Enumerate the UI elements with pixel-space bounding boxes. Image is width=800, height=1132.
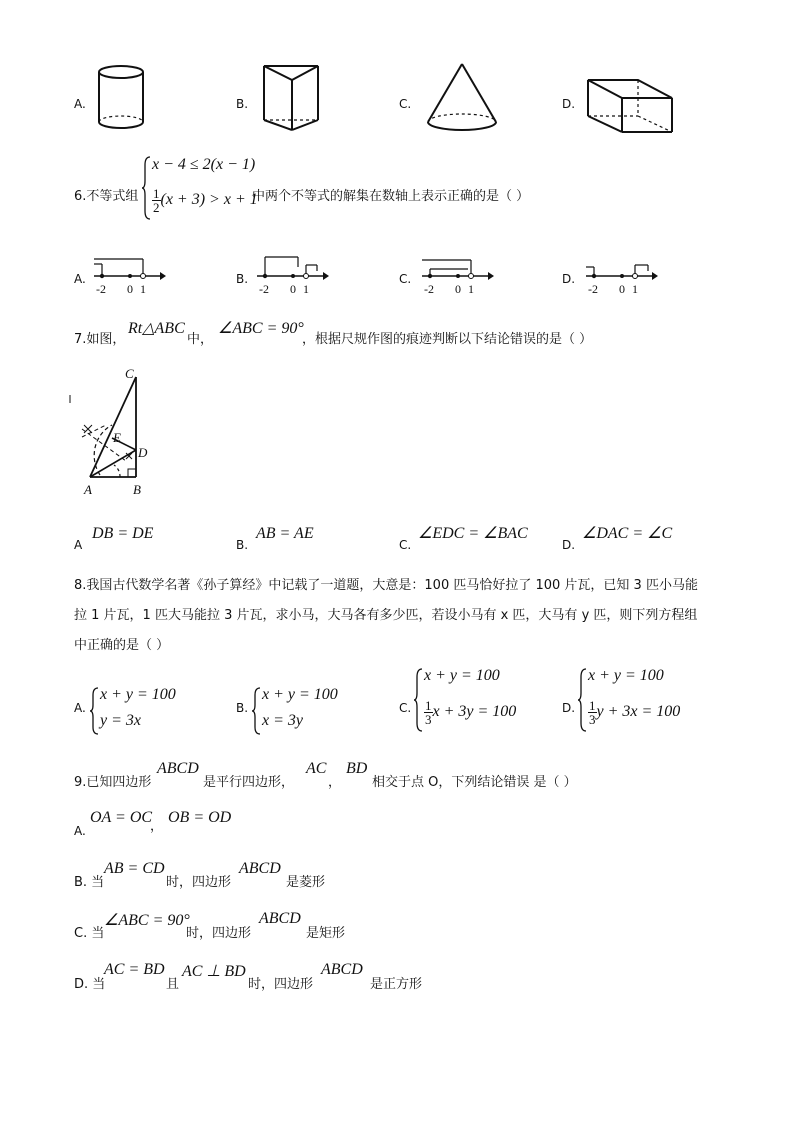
q8-c-eq2: x + 3y = 100 [432, 703, 517, 721]
q8-a-eq2: y = 3x [100, 712, 141, 729]
rectangular-box-figure [586, 70, 674, 134]
q7-option-c-expr: ∠EDC = ∠BAC [418, 525, 528, 542]
q7-option-b-label: B. [236, 538, 249, 552]
q9-d-text1: 时，四边形 [248, 977, 314, 992]
q9-c-text1: 时，四边形 [186, 926, 252, 941]
q9-bd: BD [346, 760, 368, 777]
q6-a-tick-1: 1 [140, 282, 146, 296]
q9-c-text2: 是矩形 [306, 926, 346, 941]
q8-option-b-label: B. [236, 701, 249, 715]
q7-question-text: ，根据尺规作图的痕迹判断以下结论错误的是（ ） [302, 332, 593, 347]
left-brace-icon [142, 155, 152, 221]
q8-option-c-label: C. [399, 701, 412, 715]
q6-d-tick-minus2: -2 [588, 282, 598, 296]
q9-comma: ， [328, 775, 342, 790]
cylinder-figure [96, 64, 148, 134]
q6-d-tick-1: 1 [632, 282, 638, 296]
q7-prefix: 7.如图， [74, 332, 126, 347]
cone-figure [424, 62, 500, 134]
option-d-label: D. [562, 97, 576, 111]
q6-c-tick-0: 0 [455, 282, 461, 296]
q7-option-a-label: A [74, 538, 83, 552]
q8-option-a-system [90, 686, 200, 738]
q8-a-eq1: x + y = 100 [100, 686, 176, 703]
left-brace-icon [252, 686, 262, 736]
q6-c-tick-1: 1 [468, 282, 474, 296]
q6-d-tick-0: 0 [619, 282, 625, 296]
q6-option-d-label: D. [562, 272, 576, 286]
q8-option-b-system [252, 686, 362, 738]
q9-d-expr1: AC = BD [104, 961, 165, 978]
option-c-label: C. [399, 97, 412, 111]
q7-angle: ∠ABC = 90° [218, 320, 304, 337]
q6-c-tick-minus2: -2 [424, 282, 434, 296]
q9-abcd: ABCD [157, 760, 199, 777]
q6-b-tick-minus2: -2 [259, 282, 269, 296]
q9-c-expr1: ∠ABC = 90° [104, 912, 190, 929]
q7-option-c-label: C. [399, 538, 412, 552]
q6-b-tick-1: 1 [303, 282, 309, 296]
q8-d-frac-num: 1 [589, 698, 596, 713]
q9-a-sep: ， [150, 819, 164, 834]
q6-option-b-label: B. [236, 272, 249, 286]
q7-point-a: A [84, 482, 92, 497]
q9-c-expr2: ABCD [259, 910, 301, 927]
q6-inequality-1: x − 4 ≤ 2(x − 1) [152, 156, 256, 173]
q7-option-d-label: D. [562, 538, 576, 552]
q6-number: 6.不等式组 [74, 189, 139, 204]
q9-a-expr2: OB = OD [168, 809, 232, 826]
q7-mid: 中， [187, 332, 214, 347]
q8-option-d-label: D. [562, 701, 576, 715]
q9-d-text2: 是正方形 [370, 977, 423, 992]
q6-question-text: 中两个不等式的解集在数轴上表示正确的是（ ） [252, 189, 530, 204]
left-brace-icon [578, 667, 588, 733]
q8-line-1: 8.我国古代数学名著《孙子算经》中记载了一道题，大意是：100 匹马恰好拉了 100 片瓦，已知 3 匹小马能 [74, 578, 698, 593]
q8-option-a-label: A. [74, 701, 86, 715]
q9-option-b-label: B. 当 [74, 875, 105, 890]
q8-c-eq1: x + y = 100 [424, 667, 500, 684]
q9-ac: AC [306, 760, 327, 777]
q7-option-d-expr: ∠DAC = ∠C [582, 525, 673, 542]
q8-d-eq1: x + y = 100 [588, 667, 664, 684]
q8-option-d-system [578, 667, 708, 735]
q6-inequality-system [142, 155, 262, 221]
q9-d-text0: 且 [166, 977, 180, 992]
q7-option-a-expr: DB = DE [92, 525, 154, 542]
q8-c-frac-den: 3 [425, 712, 432, 727]
q6-option-c-label: C. [399, 272, 412, 286]
q8-b-eq2: x = 3y [262, 712, 303, 729]
q9-b-text1: 时，四边形 [166, 875, 232, 890]
q9-option-d-label: D. 当 [74, 977, 106, 992]
q6-frac-num: 1 [153, 186, 160, 201]
q6-a-tick-minus2: -2 [96, 282, 106, 296]
q8-line-2: 拉 1 片瓦，1 匹大马能拉 3 片瓦，求小马，大马各有多少匹，若设小马有 x 匹，大马有 y 匹，则下列方程组 [74, 608, 698, 623]
q7-point-d: D [138, 445, 148, 460]
q9-option-c-label: C. 当 [74, 926, 105, 941]
q7-point-c: C [125, 366, 134, 381]
q8-c-frac-num: 1 [425, 698, 432, 713]
q6-option-a-label: A. [74, 272, 86, 286]
q9-option-a-label: A. [74, 824, 86, 838]
option-a-label: A. [74, 97, 86, 111]
triangular-prism-figure [262, 62, 322, 134]
q9-b-text2: 是菱形 [286, 875, 326, 890]
q6-b-tick-0: 0 [290, 282, 296, 296]
q9-b-expr2: ABCD [239, 860, 281, 877]
q9-d-expr1b: AC ⊥ BD [182, 963, 246, 980]
q7-point-e: E [113, 430, 121, 445]
q8-d-frac-den: 3 [589, 712, 596, 727]
left-brace-icon [414, 667, 424, 733]
q9-question-text: 相交于点 O，下列结论错误 是（ ） [372, 775, 577, 790]
left-brace-icon [90, 686, 100, 736]
q9-b-expr1: AB = CD [104, 860, 165, 877]
q8-line-3: 中正确的是（ ） [74, 638, 170, 653]
q8-b-eq1: x + y = 100 [262, 686, 338, 703]
q7-point-b: B [133, 482, 141, 497]
option-b-label: B. [236, 97, 249, 111]
q6-frac-den: 2 [153, 200, 160, 215]
q8-d-eq2: y + 3x = 100 [596, 703, 681, 721]
q6-a-tick-0: 0 [127, 282, 133, 296]
q9-a-expr1: OA = OC [90, 809, 153, 826]
q8-option-c-system [414, 667, 544, 735]
q9-prefix: 9.已知四边形 [74, 775, 152, 790]
q7-option-b-expr: AB = AE [256, 525, 314, 542]
q9-d-expr2: ABCD [321, 961, 363, 978]
q7-triangle: Rt△ABC [128, 320, 185, 337]
q6-inequality-2: (x + 3) > x + 1 [160, 191, 258, 209]
q9-mid: 是平行四边形， [203, 775, 295, 790]
